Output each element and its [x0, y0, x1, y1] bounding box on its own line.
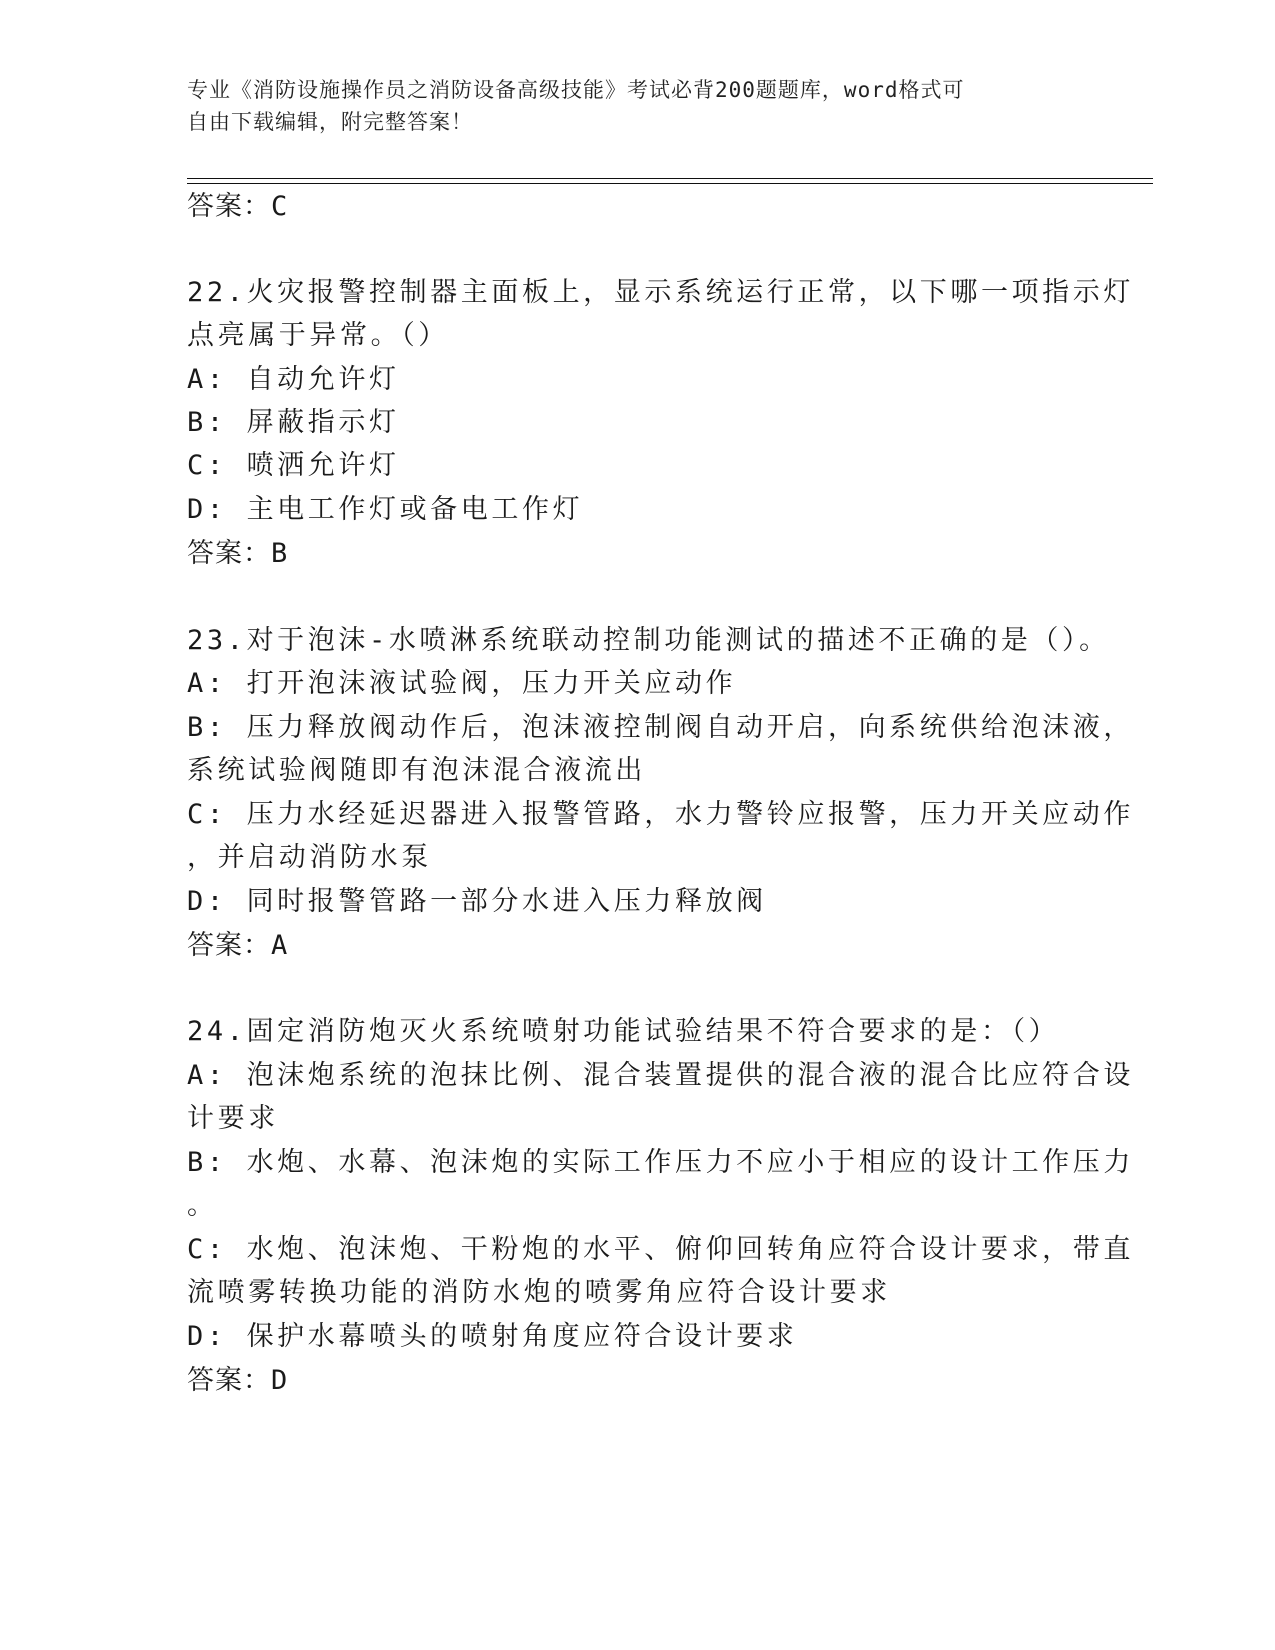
option-line: ，并启动消防水泵: [187, 842, 432, 873]
header-line-2: 自由下载编辑，附完整答案！: [187, 110, 473, 134]
option-line: A: 泡沫炮系统的泡抹比例、混合装置提供的混合液的混合比应符合设: [187, 1060, 1134, 1091]
option-line: D: 同时报警管路一部分水进入压力释放阀: [187, 886, 767, 917]
document-header: [187, 74, 1067, 138]
option-line: 。: [187, 1190, 218, 1221]
question-stem-line: 24.固定消防炮灭火系统喷射功能试验结果不符合要求的是：（）: [187, 1016, 1060, 1047]
option-line: 计要求: [187, 1103, 279, 1134]
answer-label: 答案：: [187, 930, 271, 961]
answer-label: 答案：: [187, 538, 271, 569]
option-line: B: 屏蔽指示灯: [187, 407, 400, 438]
option-line: D: 主电工作灯或备电工作灯: [187, 494, 584, 525]
header-rule-bottom: [187, 183, 1153, 184]
answer-label: 答案：: [187, 191, 271, 222]
answer-value: A: [271, 930, 289, 961]
option-line: B: 水炮、水幕、泡沫炮的实际工作压力不应小于相应的设计工作压力: [187, 1147, 1134, 1178]
answer-value: D: [271, 1365, 289, 1396]
question-stem-line: 22.火灾报警控制器主面板上，显示系统运行正常，以下哪一项指示灯: [187, 277, 1134, 308]
option-line: C: 喷洒允许灯: [187, 450, 400, 481]
option-line: D: 保护水幕喷头的喷射角度应符合设计要求: [187, 1321, 798, 1352]
answer-line: [187, 926, 288, 966]
option-line: A: 自动允许灯: [187, 364, 400, 395]
question-stem-line: 点亮属于异常。（）: [187, 320, 449, 351]
option-line: A: 打开泡沫液试验阀，压力开关应动作: [187, 668, 737, 699]
option-line: 流喷雾转换功能的消防水炮的喷雾角应符合设计要求: [187, 1277, 891, 1308]
question-stem-line: 23.对于泡沫-水喷淋系统联动控制功能测试的描述不正确的是（）。: [187, 625, 1110, 656]
answer-label: 答案：: [187, 1365, 271, 1396]
option-line: B: 压力释放阀动作后，泡沫液控制阀自动开启，向系统供给泡沫液，: [187, 712, 1134, 743]
option-line: C: 水炮、泡沫炮、干粉炮的水平、俯仰回转角应符合设计要求，带直: [187, 1234, 1134, 1265]
answer-value: B: [271, 538, 289, 569]
answer-line: [187, 1361, 288, 1401]
header-rule-top: [187, 178, 1153, 179]
answer-line: [187, 187, 288, 227]
answer-value: C: [271, 191, 289, 222]
option-line: 系统试验阀随即有泡沫混合液流出: [187, 755, 646, 786]
header-line-1: 专业《消防设施操作员之消防设备高级技能》考试必背200题题库，word格式可: [187, 78, 965, 102]
answer-line: [187, 534, 288, 574]
option-line: C: 压力水经延迟器进入报警管路，水力警铃应报警，压力开关应动作: [187, 799, 1134, 830]
